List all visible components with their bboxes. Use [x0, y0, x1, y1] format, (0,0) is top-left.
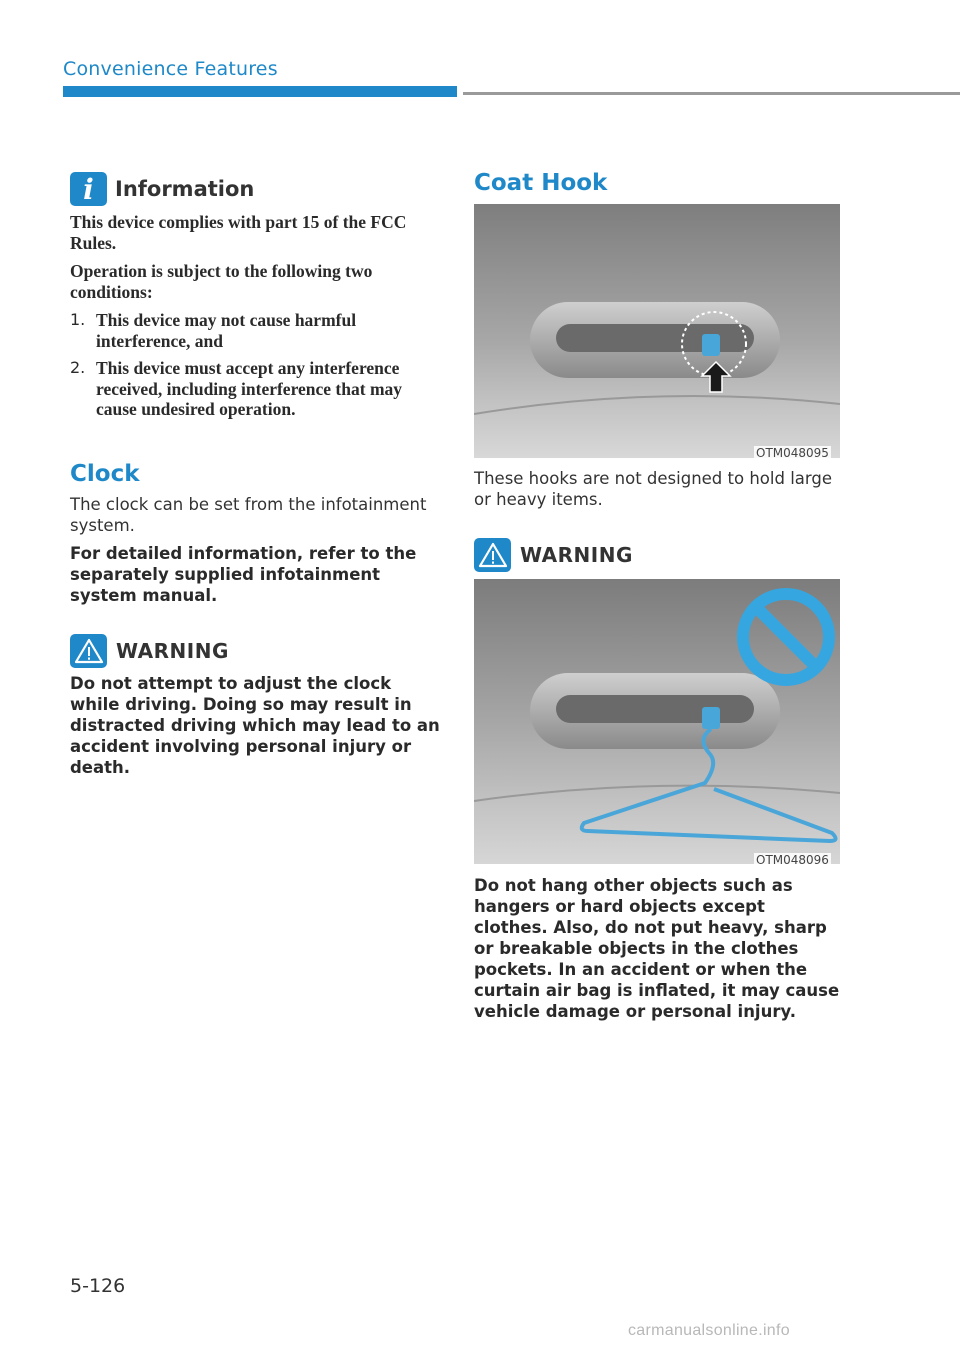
warning-heading [70, 634, 229, 668]
clock-paragraph-1: The clock can be set from the infotainment system. [70, 495, 427, 535]
list-number: 1. [70, 310, 86, 329]
clock-heading: Clock [70, 461, 140, 487]
image-code: OTM048095 [756, 446, 829, 460]
list-item [70, 358, 440, 420]
warning-heading [474, 538, 633, 572]
warning-text: Do not hang other objects such as hangers or hard objects except clothes. Also, do not put heavy, sharp or breakable objects in the clothes pockets. In an accident or when the curtain air bag is inflated, it may cause vehicle damage or personal injury. [474, 876, 840, 1021]
hanger-prohibited-photo [474, 579, 840, 864]
list-text: This device may not cause harmful interference, and [96, 310, 357, 351]
information-label: Information [115, 177, 255, 201]
image-code: OTM048096 [756, 853, 829, 867]
coat-hook-photo [474, 204, 840, 458]
section-title: Convenience Features [63, 58, 278, 80]
list-number: 2. [70, 358, 86, 377]
watermark: carmanualsonline.info [628, 1322, 790, 1339]
warning-label: WARNING [520, 543, 633, 567]
header-rule [463, 92, 960, 95]
warning-triangle-icon [474, 538, 511, 572]
list-item [70, 310, 440, 351]
warning-triangle-icon [70, 634, 107, 668]
warning-text: Do not attempt to adjust the clock while driving. Doing so may result in distracted driving which may lead to an accident involving personal injury or death. [70, 674, 440, 777]
page-number: 5-126 [70, 1275, 126, 1297]
information-heading [70, 172, 254, 206]
coat-hook-description: These hooks are not designed to hold large or heavy items. [474, 469, 833, 509]
info-icon: i [70, 172, 107, 206]
list-text: This device must accept any interference received, including interference that may cause undesired operation. [96, 358, 403, 419]
coat-hook-heading: Coat Hook [474, 170, 608, 196]
clock-paragraph-2: For detailed information, refer to the separately supplied infotainment system manual. [70, 544, 417, 605]
fcc-paragraph-2: Operation is subject to the following two conditions: [70, 261, 373, 302]
header-accent-bar [63, 86, 457, 97]
fcc-paragraph-1: This device complies with part 15 of the FCC Rules. [70, 212, 407, 253]
warning-label: WARNING [116, 639, 229, 663]
